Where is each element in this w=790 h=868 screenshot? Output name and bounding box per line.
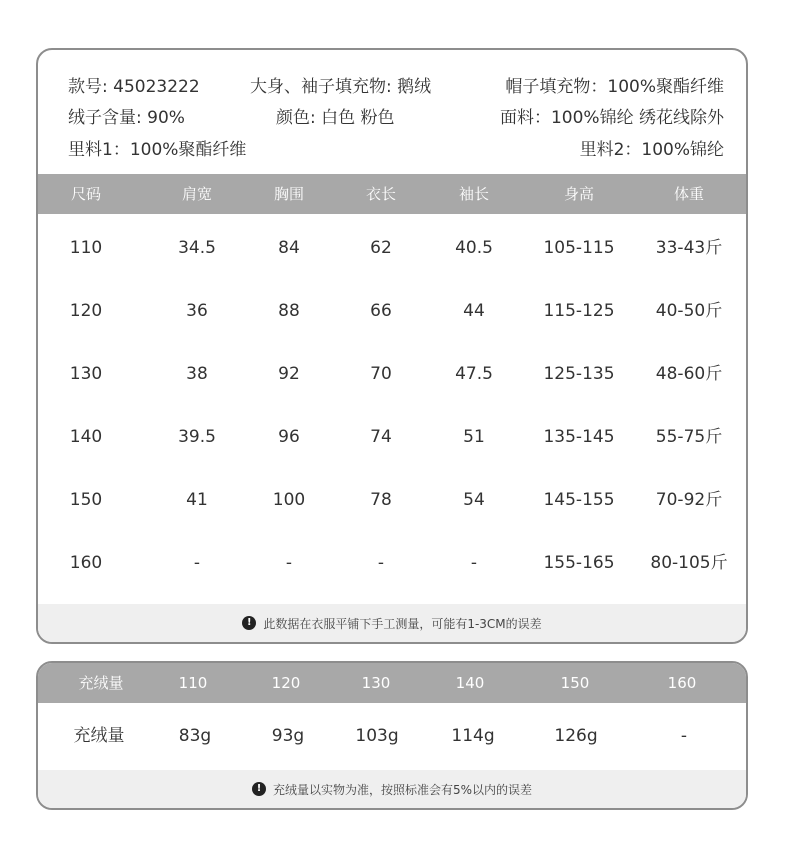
- size-chart-card: [36, 48, 748, 644]
- exclamation-circle-icon: !: [252, 782, 266, 796]
- cell-weight: 40-50斤: [655, 301, 723, 321]
- cell-chest: 92: [278, 364, 300, 384]
- cell-length: 66: [370, 301, 392, 321]
- cell-size: 140: [69, 427, 103, 447]
- lining1-info: 里料1：100%聚酯纤维: [68, 140, 247, 160]
- table-row: [38, 417, 746, 457]
- header-size: 尺码: [70, 185, 102, 203]
- cell-weight: 70-92斤: [655, 490, 723, 510]
- cell-weight: 55-75斤: [655, 427, 723, 447]
- cell-sleeve: 40.5: [455, 238, 493, 258]
- table-row: [38, 228, 746, 268]
- table-row: [38, 354, 746, 394]
- fill-value-140: 114g: [451, 726, 495, 746]
- cell-sleeve: 51: [463, 427, 485, 447]
- header-chest: 胸围: [273, 185, 305, 203]
- measurement-note: [38, 604, 746, 642]
- cell-height: 125-135: [543, 364, 615, 384]
- cell-size: 110: [69, 238, 103, 258]
- fill-header-110: 110: [178, 674, 208, 692]
- fill-note: [38, 770, 746, 808]
- product-info: [38, 50, 746, 174]
- cell-sleeve: 47.5: [455, 364, 493, 384]
- cell-shoulder: 38: [186, 364, 208, 384]
- cell-size: 160: [69, 553, 103, 573]
- cell-chest: -: [285, 553, 293, 573]
- cell-size: 150: [69, 490, 103, 510]
- measurement-note-text: 此数据在衣服平铺下手工测量，可能有1-3CM的误差: [263, 616, 542, 631]
- cell-chest: 88: [278, 301, 300, 321]
- cell-length: 74: [370, 427, 392, 447]
- cell-shoulder: -: [193, 553, 201, 573]
- cell-size: 120: [69, 301, 103, 321]
- cell-sleeve: 54: [463, 490, 485, 510]
- fill-value-130: 103g: [355, 726, 399, 746]
- exclamation-circle-icon: !: [242, 616, 256, 630]
- cell-length: -: [377, 553, 385, 573]
- cell-weight: 33-43斤: [655, 238, 723, 258]
- fill-value-150: 126g: [554, 726, 598, 746]
- cell-shoulder: 36: [186, 301, 208, 321]
- color-info: 颜色: 白色 粉色: [276, 108, 395, 128]
- fill-value-110: 83g: [178, 726, 212, 746]
- header-sleeve: 袖长: [458, 185, 490, 203]
- cell-size: 130: [69, 364, 103, 384]
- header-weight: 体重: [673, 185, 705, 203]
- cell-sleeve: 44: [463, 301, 485, 321]
- fill-header-label: 充绒量: [78, 674, 124, 692]
- fill-table-header: [38, 663, 746, 703]
- table-row: [38, 543, 746, 583]
- cell-height: 115-125: [543, 301, 615, 321]
- cell-height: 135-145: [543, 427, 615, 447]
- down-content: 绒子含量: 90%: [68, 108, 185, 128]
- fabric-info: 面料：100%锦纶 绣花线除外: [499, 108, 724, 128]
- fill-header-150: 150: [560, 674, 590, 692]
- fill-table-row: [38, 716, 746, 756]
- fill-header-140: 140: [455, 674, 485, 692]
- fill-header-120: 120: [271, 674, 301, 692]
- body-filling: 大身、袖子填充物: 鹅绒: [250, 77, 432, 97]
- cell-shoulder: 39.5: [178, 427, 216, 447]
- cell-chest: 96: [278, 427, 300, 447]
- size-table-header: [38, 174, 746, 214]
- fill-header-130: 130: [361, 674, 391, 692]
- cell-height: 105-115: [543, 238, 615, 258]
- cell-shoulder: 34.5: [178, 238, 216, 258]
- cell-height: 155-165: [543, 553, 615, 573]
- cell-length: 78: [370, 490, 392, 510]
- header-height: 身高: [563, 185, 595, 203]
- cell-sleeve: -: [470, 553, 478, 573]
- cell-chest: 100: [272, 490, 306, 510]
- cell-length: 70: [370, 364, 392, 384]
- cell-length: 62: [370, 238, 392, 258]
- cell-shoulder: 41: [186, 490, 208, 510]
- fill-weight-card: [36, 661, 748, 810]
- cell-height: 145-155: [543, 490, 615, 510]
- header-length: 衣长: [365, 185, 397, 203]
- table-row: [38, 291, 746, 331]
- fill-value-160: -: [680, 726, 688, 746]
- cell-weight: 48-60斤: [655, 364, 723, 384]
- lining2-info: 里料2：100%锦纶: [579, 140, 724, 160]
- fill-row-label: 充绒量: [73, 726, 125, 746]
- cell-weight: 80-105斤: [650, 553, 728, 573]
- style-number: 款号: 45023222: [68, 77, 200, 97]
- table-row: [38, 480, 746, 520]
- fill-note-text: 充绒量以实物为准，按照标准会有5%以内的误差: [272, 782, 533, 797]
- header-shoulder: 肩宽: [181, 185, 213, 203]
- fill-value-120: 93g: [271, 726, 305, 746]
- hood-filling: 帽子填充物：100%聚酯纤维: [505, 77, 724, 97]
- fill-header-160: 160: [667, 674, 697, 692]
- cell-chest: 84: [278, 238, 300, 258]
